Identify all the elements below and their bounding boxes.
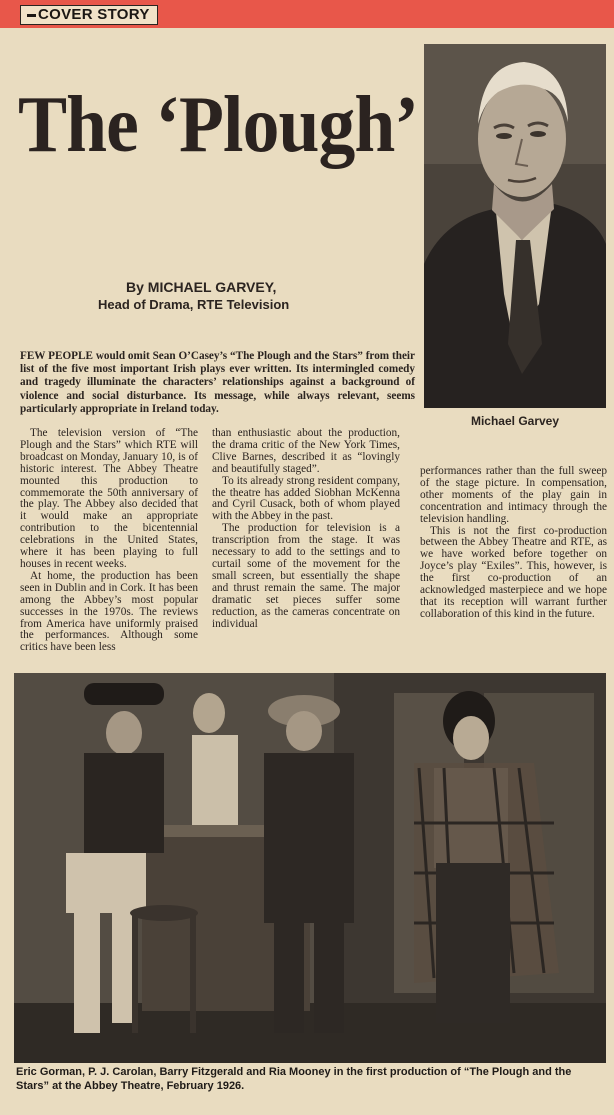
byline: [98, 278, 418, 314]
section-kicker: [20, 5, 158, 25]
body-column-2: [212, 428, 400, 630]
byline-role: Head of Drama, RTE Television: [98, 297, 290, 312]
paragraph: than enthusiastic about the production, the drama critic of the New York Times, Clive Barnes, described it as “lovingly and beautifully staged”.: [212, 427, 400, 475]
paragraph: The television version of “The Plough and the Stars” which RTE will broadcast on Monday, January 10, is of historic interest. The Abbey Theatre mounted this production to commemorate the 50th anniversary of the play. The Abbey also decided that it would make an appropriate contribution to the bicentennial celebrations in the United States, where it has been playing to full houses in recent weeks.: [20, 427, 198, 570]
kicker-dash-icon: [27, 14, 36, 17]
portrait-caption: Michael Garvey: [470, 414, 560, 428]
paragraph: To its already strong resident company, the theatre has added Siobhan McKenna and Cyril Cusack, both of whom played with the Abbey in the past.: [212, 474, 400, 523]
portrait-illustration: [424, 44, 606, 408]
paragraph: The production for television is a transcription from the stage. It was necessary to add to the settings and to curtail some of the movement for the small screen, but essentially the shape and thrust remain the same. The major dramatic set pieces suffer some reduction, as the cameras concentrate on individual: [212, 522, 400, 630]
stage-photo: [14, 673, 606, 1063]
body-column-1: [20, 428, 198, 654]
paragraph: This is not the first co-production between the Abbey Theatre and RTE, as we have worked before together on Joyce’s play “Exiles”. This, however, is the first co-production of an acknowledged masterpiece and we hope that its reception will warrant further collaboration of this kind in the future.: [420, 524, 607, 620]
standfirst: FEW PEOPLE would omit Sean O’Casey’s “The Plough and the Stars” from their list of the five most important Irish plays ever written. Its intermingled comedy and tragedy illuminate the characters’ relationships against a background of violence and social disturbance. Its message, while always relevant, seems particularly appropriate in Ireland today.: [20, 350, 415, 415]
stage-caption: Eric Gorman, P. J. Carolan, Barry Fitzgerald and Ria Mooney in the first production of “The Plough and the Stars” at the Abbey Theatre, February 1926.: [16, 1066, 572, 1092]
body-column-3: [420, 466, 607, 621]
byline-author: By MICHAEL GARVEY,: [126, 279, 277, 295]
kicker-label: COVER STORY: [38, 6, 150, 23]
stage-illustration: [14, 673, 606, 1063]
header-band: [0, 0, 614, 30]
headline: The ‘Plough’: [18, 81, 418, 169]
paragraph: performances rather than the full sweep of the stage picture. In compensation, other moments of the play gain in concentration and intimacy through the television handling.: [420, 465, 607, 525]
paragraph: At home, the production has been seen in Dublin and in Cork. It has been among the Abbey’s most popular successes in the 1970s. The reviews from America have uniformly praised the performances. Although some critics have been less: [20, 569, 198, 654]
portrait-photo: [424, 44, 606, 408]
